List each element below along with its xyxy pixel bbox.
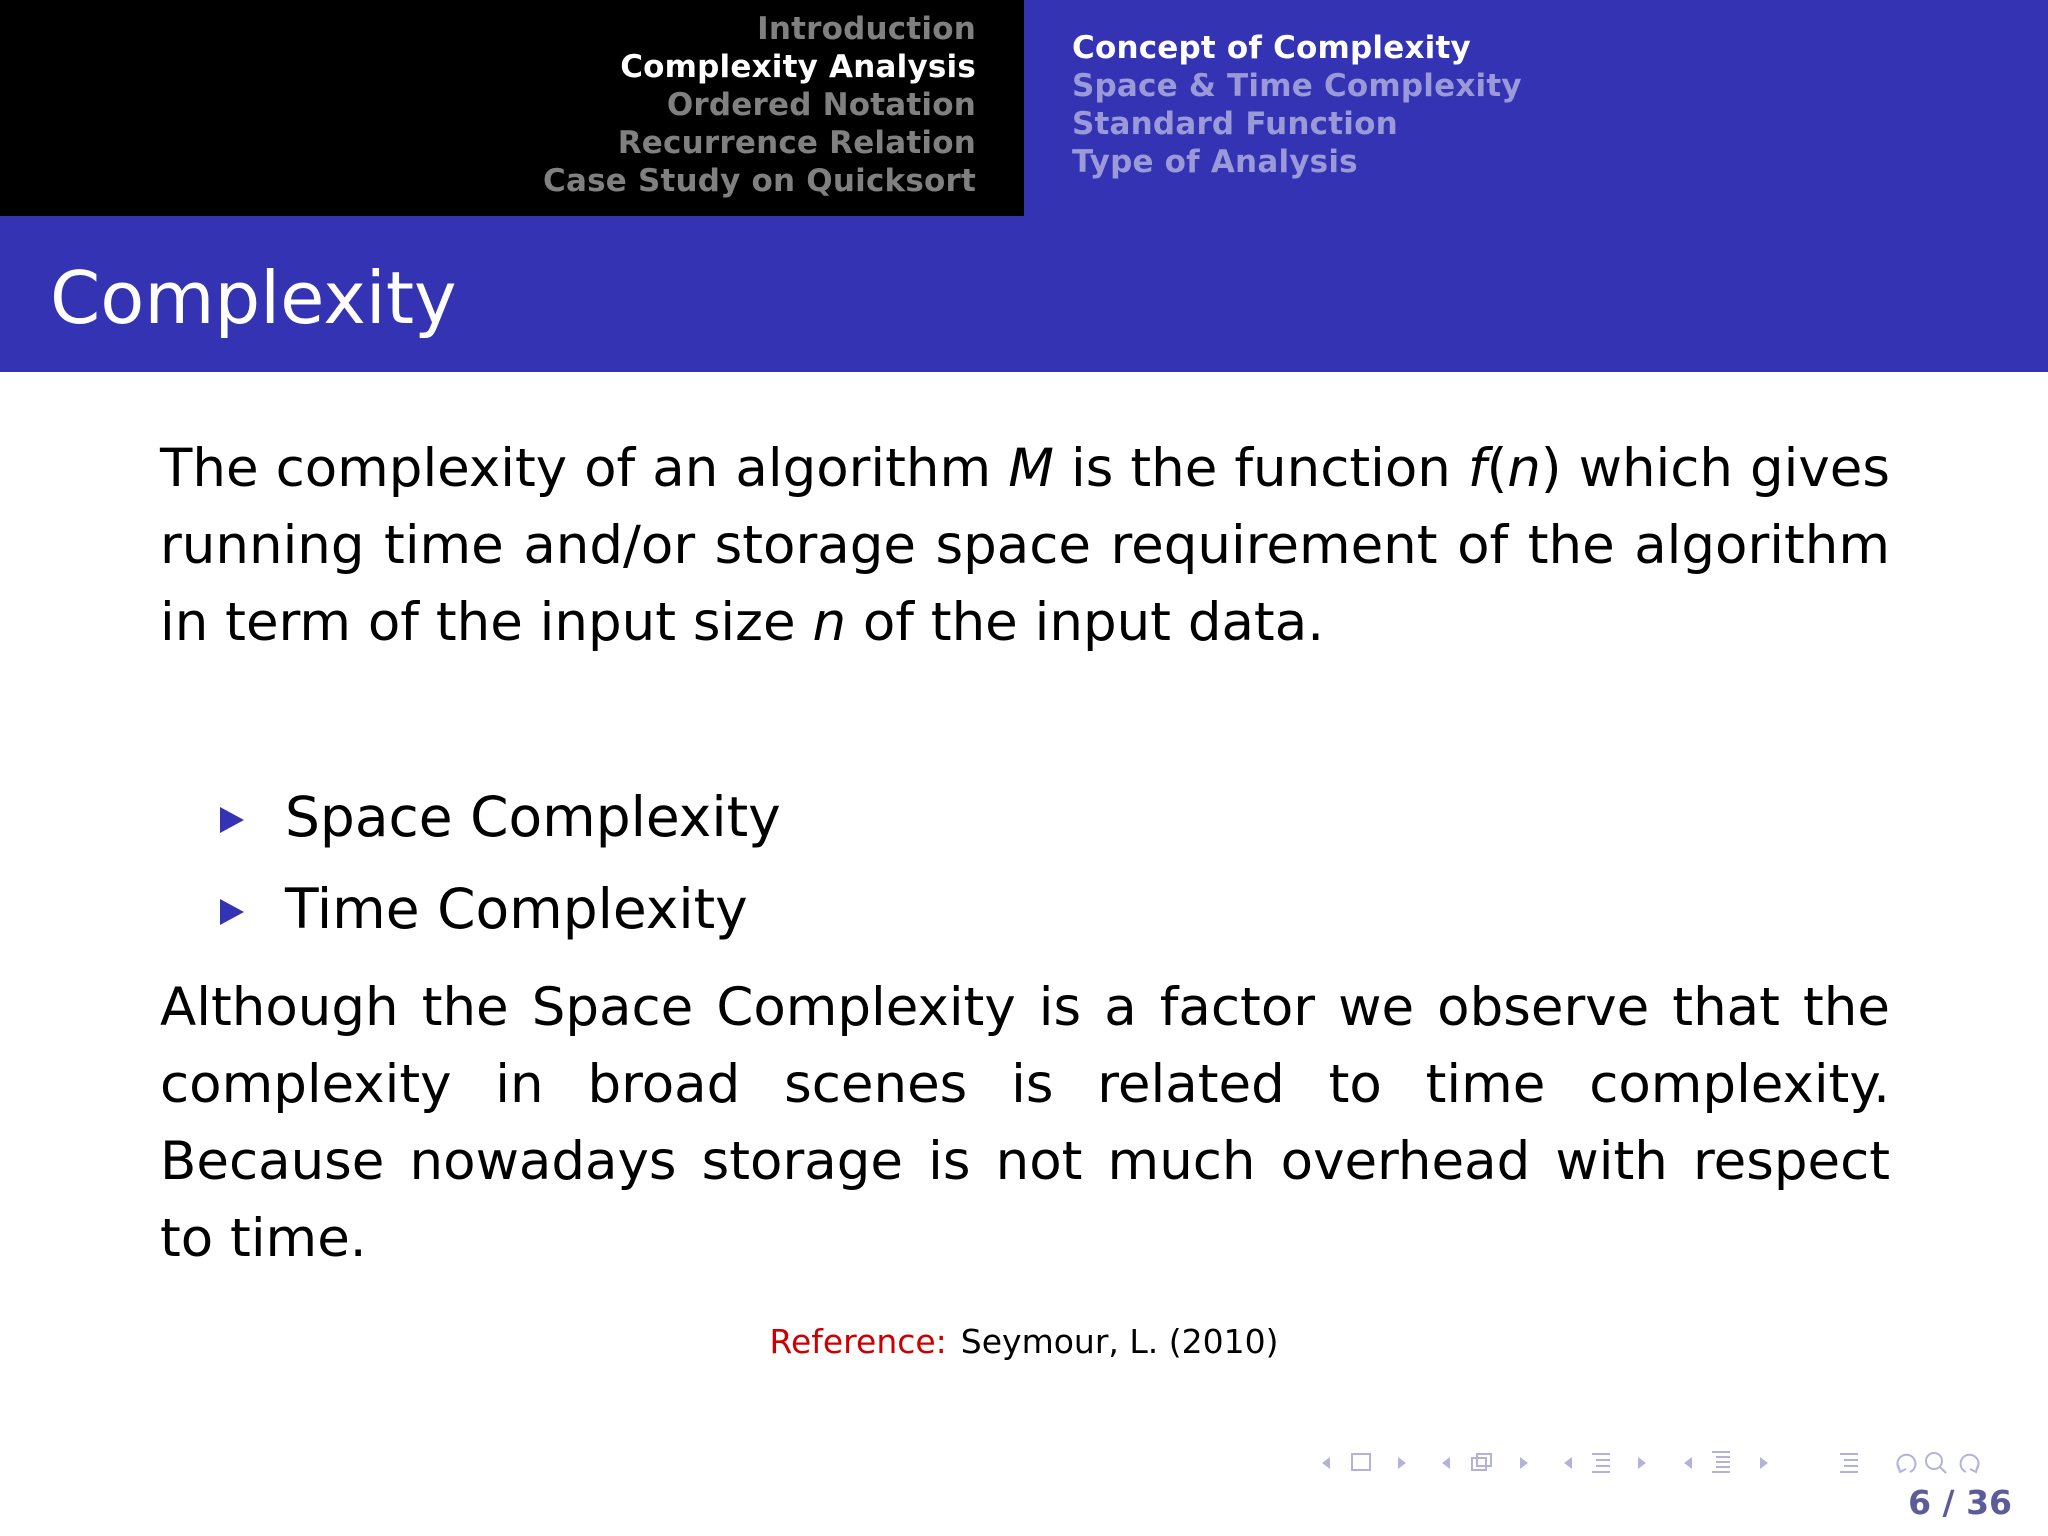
- nav-subsection-standard-function[interactable]: Standard Function: [1072, 106, 1398, 142]
- section-navigation: [0, 0, 1024, 216]
- variable-n: n: [1507, 438, 1541, 499]
- nav-section-recurrence-relation[interactable]: Recurrence Relation: [617, 125, 976, 161]
- variable-n-2: n: [812, 592, 847, 653]
- nav-subsection-concept-of-complexity[interactable]: Concept of Complexity: [1072, 30, 1471, 66]
- nav-subsection-space-time-complexity[interactable]: Space & Time Complexity: [1072, 68, 1522, 104]
- bullet-text: Space Complexity: [285, 785, 781, 849]
- paren-close: ): [1540, 438, 1562, 499]
- closing-paragraph: Although the Space Complexity is a factor we observe that the complexity in broad scenes is related to time complexity. Because nowadays storage is not much overhead with respect to time.: [160, 977, 1890, 1269]
- section-list: [543, 10, 976, 200]
- definition-text-1: The complexity of an algorithm: [160, 438, 1009, 499]
- function-f: f: [1467, 438, 1487, 499]
- nav-section-ordered-notation[interactable]: Ordered Notation: [666, 87, 976, 123]
- frame-title-bar: [0, 216, 2048, 372]
- bullet-item: [220, 771, 1890, 863]
- nav-subsection-type-of-analysis[interactable]: Type of Analysis: [1072, 144, 1358, 180]
- triangle-bullet-icon: [220, 899, 244, 925]
- frame-nav-icon[interactable]: [1322, 1454, 1406, 1470]
- nav-section-introduction[interactable]: Introduction: [757, 11, 976, 47]
- bullet-list: [160, 771, 1890, 955]
- reference-label: Reference:: [769, 1322, 947, 1361]
- bullet-item: [220, 863, 1890, 955]
- paren-open: (: [1486, 438, 1508, 499]
- slide-body: [160, 430, 1890, 1277]
- back-forward-search-icon[interactable]: [1897, 1453, 1978, 1473]
- definition-text-2: is the function: [1053, 438, 1468, 499]
- navigation-symbols: [1310, 1443, 2030, 1483]
- page-number: 6 / 36: [1908, 1483, 2012, 1522]
- reference-line: [0, 1322, 2048, 1361]
- subsection-nav-icon[interactable]: [1442, 1454, 1528, 1470]
- definition-paragraph: [160, 430, 1890, 661]
- bullet-text: Time Complexity: [285, 877, 748, 941]
- reference-text: Seymour, L. (2010): [960, 1322, 1279, 1361]
- triangle-bullet-icon: [220, 807, 244, 833]
- subsection-list: [1072, 29, 1522, 181]
- variable-m: M: [1008, 438, 1054, 499]
- definition-text-4: of the input data.: [846, 592, 1325, 653]
- definition-text-3: which gives running time and/or storage space requirement of the algorithm in term of the input size: [160, 438, 1890, 653]
- nav-section-case-study-quicksort[interactable]: Case Study on Quicksort: [543, 163, 976, 199]
- document-nav-icon[interactable]: [1684, 1452, 1768, 1472]
- subsection-navigation: [1024, 0, 2048, 216]
- section-nav-icon[interactable]: [1564, 1454, 1646, 1472]
- nav-section-complexity-analysis[interactable]: Complexity Analysis: [620, 49, 976, 85]
- outline-nav-icon[interactable]: [1840, 1454, 1858, 1472]
- frame-title: Complexity: [50, 256, 457, 340]
